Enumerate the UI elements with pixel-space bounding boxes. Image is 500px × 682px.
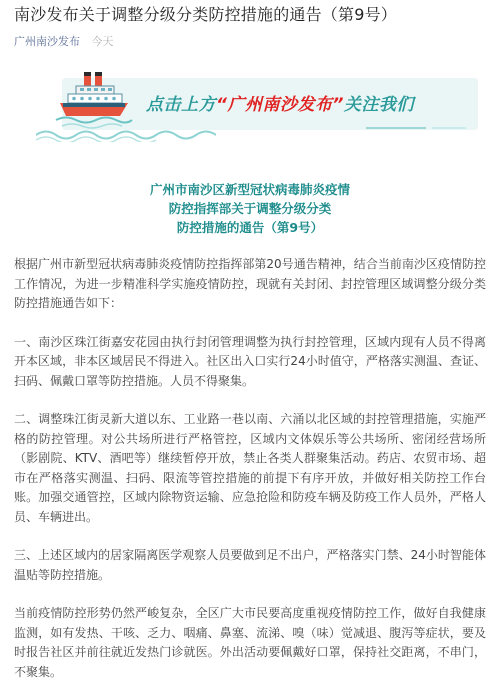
follow-us-text	[146, 90, 414, 115]
notice-intro-paragraph: 根据广州市新型冠状病毒肺炎疫情防控指挥部第20号通告精神，结合当前南沙区疫情防控工作情况，为进一步精准科学实施疫情防控，现就有关封闭、封控管理区域调整分级分类防控措施通告如下：	[14, 257, 486, 310]
follow-banner[interactable]	[36, 68, 478, 148]
article-title: 南沙发布关于调整分级分类防控措施的通告（第9号）	[14, 5, 397, 24]
publish-time: 今天	[91, 35, 114, 48]
notice-item-three: 三、上述区域内的居家隔离医学观察人员要做到足不出户，严格落实门禁、24小时智能体温贴等防控措施。	[14, 548, 486, 582]
article-meta	[14, 34, 486, 50]
underline-decoration	[366, 126, 466, 130]
follow-suffix: 关注我们	[343, 95, 414, 115]
notice-heading-line: 防控措施的通告（第9号）	[176, 220, 324, 235]
notice-closing-paragraph: 当前疫情防控形势仍然严峻复杂，全区广大市民要高度重视疫情防控工作，做好自我健康监测，如有发热、干咳、乏力、咽痛、鼻塞、流涕、嗅（味）觉减退、腹泻等症状，要及时报告社区并前往就近发热门诊就医。外出活动要佩戴好口罩，保持社交距离，不串门，不聚集。	[14, 606, 486, 679]
follow-account-highlight: “广州南沙发布”	[216, 95, 344, 115]
notice-item-one: 一、南沙区珠江街嘉安花园由执行封闭管理调整为执行封控管理，区域内现有人员不得离开本区域，非本区域居民不得进入。社区出入口实行24小时值守，严格落实测温、查证、扫码、佩戴口罩等防控措施。人员不得聚集。	[14, 334, 486, 388]
follow-prefix: 点击上方	[146, 95, 216, 115]
notice-item-two: 二、调整珠江街灵新大道以东、工业路一巷以南、六涌以北区域的封控管理措施，实施严格的防控管理。对公共场所进行严格管控，区域内文体娱乐等公共场所、密闭经营场所（影剧院、KTV、酒吧等）继续暂停开放，禁止各类人群聚集活动。药店、农贸市场、超市在严格落实测温、扫码、限流等管控措施的前提下有序开放，并做好相关防控工作台账。加强交通管控，区域内除物资运输、应急抢险和防疫车辆及防疫工作人员外，严格人员、车辆进出。	[14, 412, 486, 524]
account-name-link[interactable]: 广州南沙发布	[14, 35, 80, 48]
notice-heading-line: 防控指挥部关于调整分级分类	[168, 201, 332, 216]
notice-heading-line: 广州市南沙区新型冠状病毒肺炎疫情	[149, 182, 350, 197]
ship-icon	[54, 68, 134, 132]
notice-heading	[14, 180, 486, 237]
